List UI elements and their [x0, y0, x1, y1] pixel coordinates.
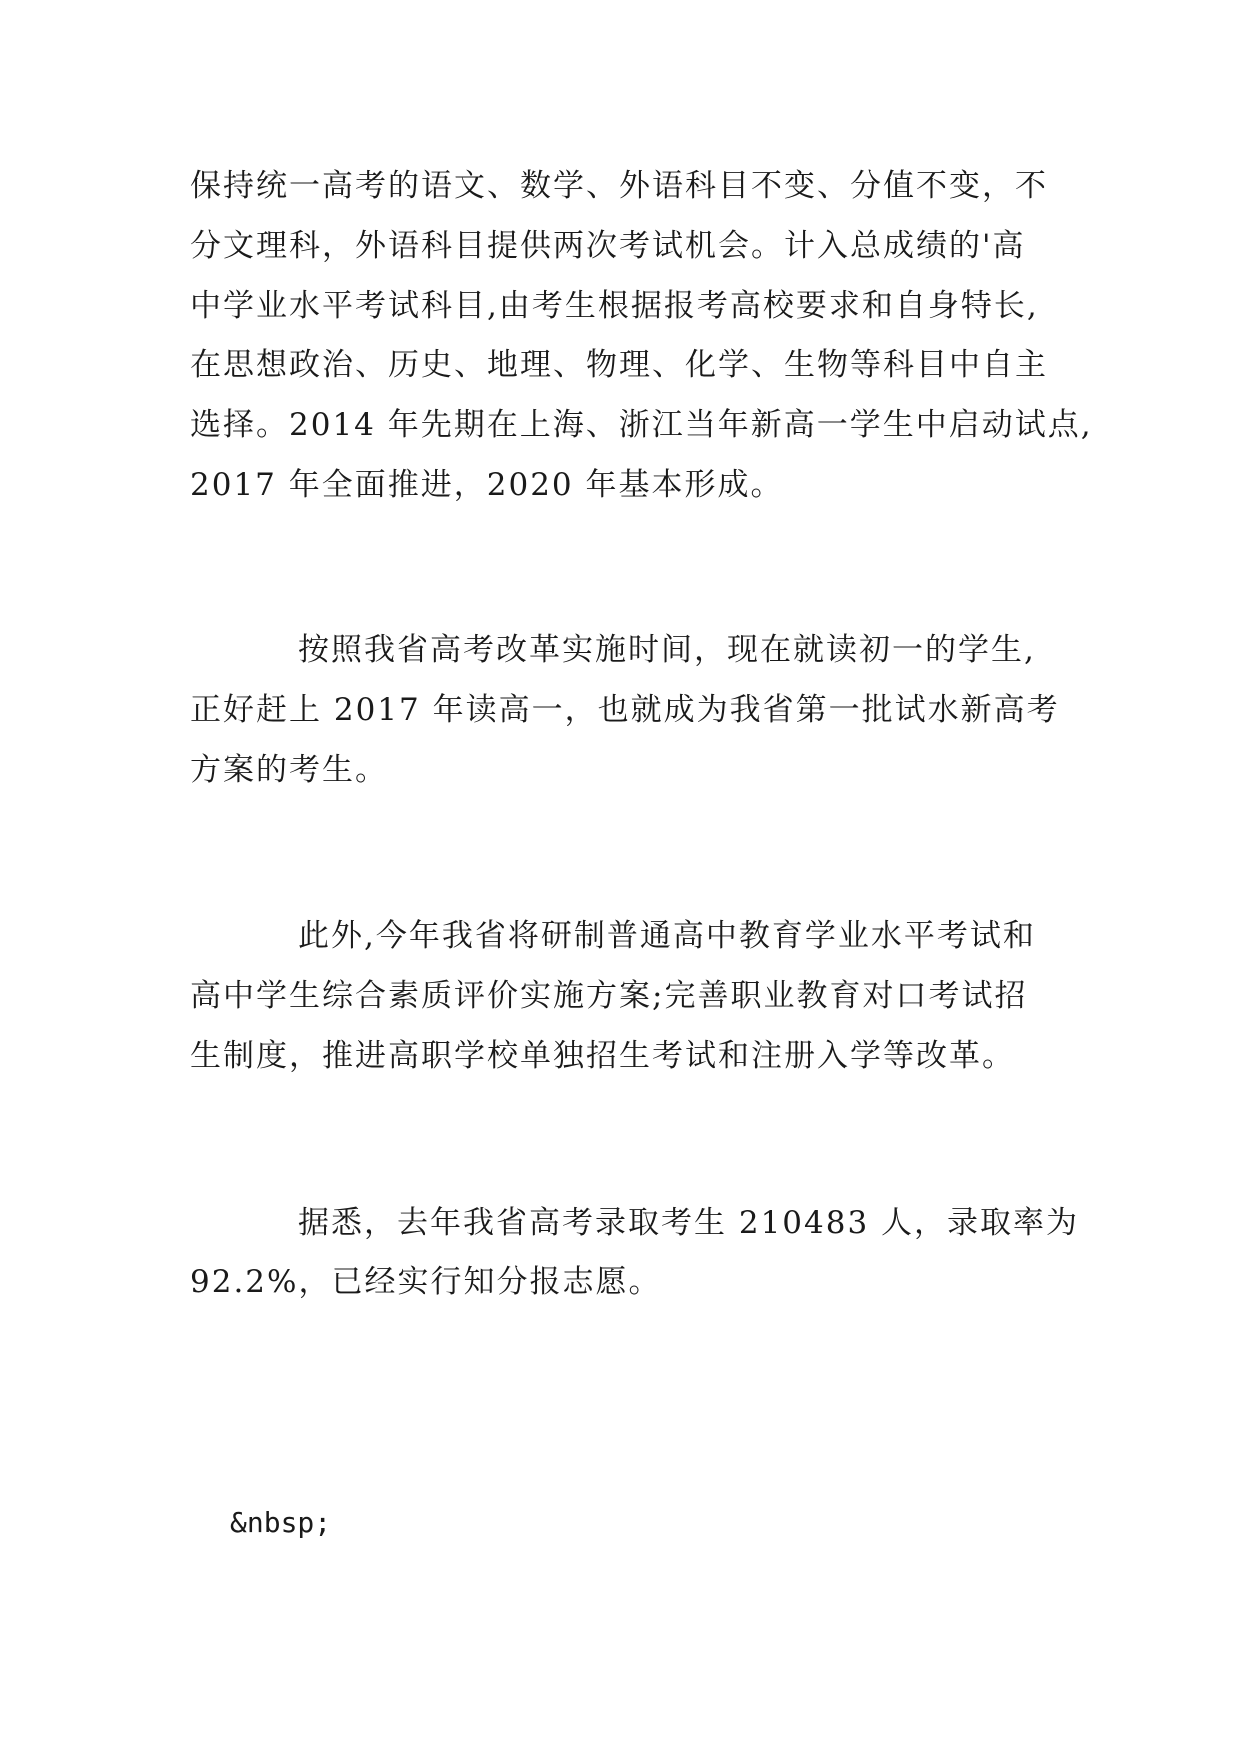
paragraph-3-line-3: 生制度，推进高职学校单独招生考试和注册入学等改革。 — [190, 1038, 1015, 1074]
paragraph-2-line-2: 正好赶上 2017 年读高一，也就成为我省第一批试水新高考 — [190, 692, 1060, 728]
paragraph-1-line-5: 选择。2014 年先期在上海、浙江当年新高一学生中启动试点, — [190, 407, 1093, 443]
paragraph-1-line-1: 保持统一高考的语文、数学、外语科目不变、分值不变，不 — [190, 168, 1048, 204]
paragraph-5-line-1: &nbsp; — [230, 1506, 332, 1539]
paragraph-3-line-1: 此外,今年我省将研制普通高中教育学业水平考试和 — [298, 918, 1036, 954]
paragraph-2-line-1: 按照我省高考改革实施时间，现在就读初一的学生, — [298, 632, 1036, 668]
paragraph-1-line-6: 2017 年全面推进，2020 年基本形成。 — [190, 467, 784, 503]
paragraph-1-line-3: 中学业水平考试科目,由考生根据报考高校要求和自身特长, — [190, 288, 1039, 324]
paragraph-2-line-3: 方案的考生。 — [190, 752, 388, 788]
paragraph-4-line-1: 据悉，去年我省高考录取考生 210483 人，录取率为 — [298, 1205, 1080, 1241]
paragraph-4-line-2: 92.2%，已经实行知分报志愿。 — [190, 1264, 662, 1300]
paragraph-1-line-4: 在思想政治、历史、地理、物理、化学、生物等科目中自主 — [190, 347, 1048, 383]
paragraph-1-line-2: 分文理科，外语科目提供两次考试机会。计入总成绩的'高 — [190, 228, 1026, 264]
paragraph-3-line-2: 高中学生综合素质评价实施方案;完善职业教育对口考试招 — [190, 978, 1028, 1014]
